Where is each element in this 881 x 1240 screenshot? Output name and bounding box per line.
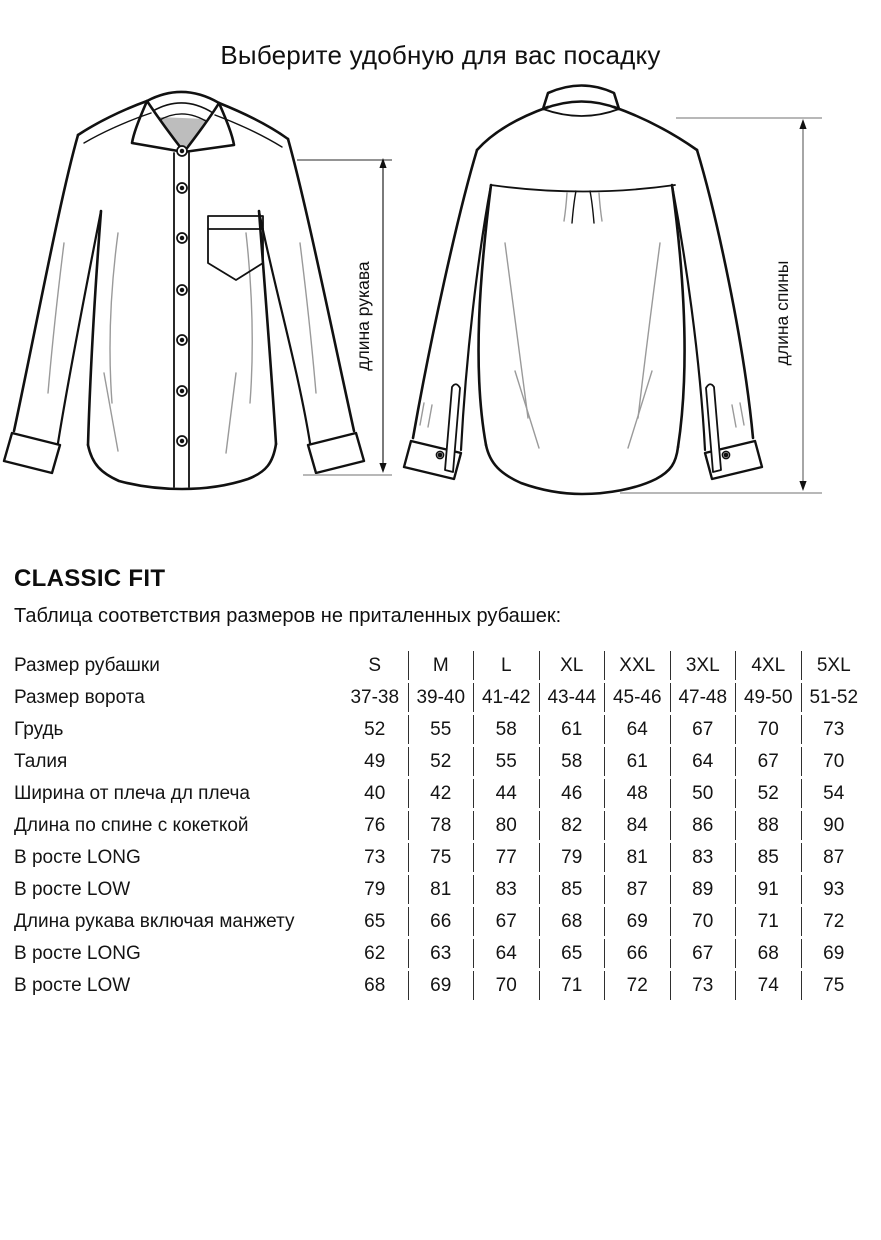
size-cell: 63 — [408, 939, 474, 968]
size-cell: 45-46 — [604, 683, 670, 712]
size-cell: 42 — [408, 779, 474, 808]
back-seam-lines — [420, 193, 744, 448]
size-cell: 80 — [473, 811, 539, 840]
row-label: Длина рукава включая манжету — [14, 910, 295, 932]
size-cell: 48 — [604, 779, 670, 808]
back-length-label: длина спины — [772, 260, 792, 366]
size-cell: 87 — [604, 875, 670, 904]
size-cell: 64 — [604, 715, 670, 744]
size-cell: 69 — [408, 971, 474, 1000]
size-cell: 82 — [539, 811, 605, 840]
size-cell: 87 — [801, 843, 867, 872]
size-cell: 79 — [539, 843, 605, 872]
size-cell: 75 — [801, 971, 867, 1000]
sleeve-length-dimension — [297, 158, 392, 475]
size-cell: 69 — [604, 907, 670, 936]
size-cell: 76 — [364, 814, 386, 836]
size-cell: 3XL — [670, 651, 736, 680]
size-cell: 54 — [801, 779, 867, 808]
size-cell: 70 — [473, 971, 539, 1000]
size-cell: 78 — [408, 811, 474, 840]
size-cell: 73 — [801, 715, 867, 744]
front-buttons — [177, 146, 187, 446]
size-cell: 83 — [473, 875, 539, 904]
size-cell: 52 — [735, 779, 801, 808]
size-cell: 71 — [539, 971, 605, 1000]
row-label: В росте LOW — [14, 878, 131, 900]
page-title: Выберите удобную для вас посадку — [220, 40, 661, 70]
size-cell: 62 — [364, 942, 386, 964]
size-cell: 65 — [364, 910, 386, 932]
size-cell: 77 — [473, 843, 539, 872]
table-row — [14, 875, 866, 904]
size-cell: XXL — [604, 651, 670, 680]
size-cell: 5XL — [801, 651, 867, 680]
size-cell: 55 — [408, 715, 474, 744]
table-row — [14, 811, 866, 840]
size-cell: 83 — [670, 843, 736, 872]
table-row — [14, 651, 866, 680]
size-cell: 50 — [670, 779, 736, 808]
table-row — [14, 715, 866, 744]
size-cell: 69 — [801, 939, 867, 968]
row-label: Талия — [14, 750, 68, 772]
shirt-diagram — [0, 73, 881, 541]
size-cell: 61 — [539, 715, 605, 744]
size-cell: 73 — [670, 971, 736, 1000]
size-cell: 70 — [801, 747, 867, 776]
size-cell: 93 — [801, 875, 867, 904]
arrowhead-down-icon — [799, 481, 806, 491]
row-label: В росте LONG — [14, 942, 141, 964]
size-cell: 64 — [670, 747, 736, 776]
size-cell: 88 — [735, 811, 801, 840]
size-cell: 72 — [801, 907, 867, 936]
size-cell: 68 — [539, 907, 605, 936]
size-cell: 67 — [735, 747, 801, 776]
size-cell: 61 — [604, 747, 670, 776]
size-cell: 85 — [539, 875, 605, 904]
size-cell: S — [368, 654, 382, 676]
size-cell: 52 — [364, 718, 386, 740]
size-guide-page — [0, 40, 881, 1003]
size-table-body — [14, 651, 866, 1000]
size-cell: 41-42 — [473, 683, 539, 712]
back-length-dimension — [620, 118, 822, 493]
size-cell: 66 — [408, 907, 474, 936]
size-cell: 72 — [604, 971, 670, 1000]
size-cell: 4XL — [735, 651, 801, 680]
row-label: Ширина от плеча дл плеча — [14, 782, 250, 804]
size-cell: 58 — [539, 747, 605, 776]
size-cell: 81 — [604, 843, 670, 872]
size-cell: 86 — [670, 811, 736, 840]
table-row — [14, 971, 866, 1000]
size-cell: 74 — [735, 971, 801, 1000]
size-cell: 66 — [604, 939, 670, 968]
size-cell: 67 — [670, 939, 736, 968]
size-cell: 91 — [735, 875, 801, 904]
table-row — [14, 747, 866, 776]
chest-pocket — [208, 216, 263, 280]
table-row — [14, 683, 866, 712]
arrowhead-down-icon — [379, 463, 386, 473]
front-shirt-drawing — [4, 92, 364, 489]
size-cell: 90 — [801, 811, 867, 840]
size-cell: 65 — [539, 939, 605, 968]
size-cell: L — [473, 651, 539, 680]
size-cell: 67 — [670, 715, 736, 744]
size-cell: 39-40 — [408, 683, 474, 712]
size-cell: 49 — [364, 750, 386, 772]
size-cell: 51-52 — [801, 683, 867, 712]
row-label: Размер ворота — [14, 686, 145, 708]
shirt-diagram-svg — [0, 73, 881, 541]
size-cell: 67 — [473, 907, 539, 936]
size-cell: M — [408, 651, 474, 680]
table-caption: Таблица соответствия размеров не приталенных рубашек: — [14, 605, 562, 627]
size-cell: 84 — [604, 811, 670, 840]
size-table — [14, 648, 866, 1003]
size-cell: 46 — [539, 779, 605, 808]
size-cell: 52 — [408, 747, 474, 776]
size-cell: 71 — [735, 907, 801, 936]
size-cell: 79 — [364, 878, 386, 900]
table-row — [14, 779, 866, 808]
size-cell: 47-48 — [670, 683, 736, 712]
table-row — [14, 939, 866, 968]
table-row — [14, 843, 866, 872]
size-cell: 70 — [735, 715, 801, 744]
size-cell: 49-50 — [735, 683, 801, 712]
size-cell: 55 — [473, 747, 539, 776]
size-cell: 44 — [473, 779, 539, 808]
size-cell: 89 — [670, 875, 736, 904]
back-shirt-drawing — [404, 86, 762, 495]
table-row — [14, 907, 866, 936]
size-cell: 58 — [473, 715, 539, 744]
size-cell: 68 — [364, 974, 386, 996]
size-cell: 37-38 — [350, 686, 400, 708]
row-label: В росте LOW — [14, 974, 131, 996]
size-cell: 70 — [670, 907, 736, 936]
section-heading: CLASSIC FIT — [14, 565, 166, 592]
row-label: Длина по спине с кокеткой — [14, 814, 249, 836]
arrowhead-up-icon — [799, 119, 806, 129]
size-cell: 43-44 — [539, 683, 605, 712]
row-label: Грудь — [14, 718, 64, 740]
row-label: Размер рубашки — [14, 654, 160, 676]
size-cell: 81 — [408, 875, 474, 904]
size-cell: 40 — [364, 782, 386, 804]
size-cell: 75 — [408, 843, 474, 872]
size-cell: 68 — [735, 939, 801, 968]
size-cell: 73 — [364, 846, 386, 868]
size-cell: 85 — [735, 843, 801, 872]
sleeve-length-label: длина рукава — [353, 261, 373, 371]
size-cell: 64 — [473, 939, 539, 968]
row-label: В росте LONG — [14, 846, 141, 868]
size-cell: XL — [539, 651, 605, 680]
